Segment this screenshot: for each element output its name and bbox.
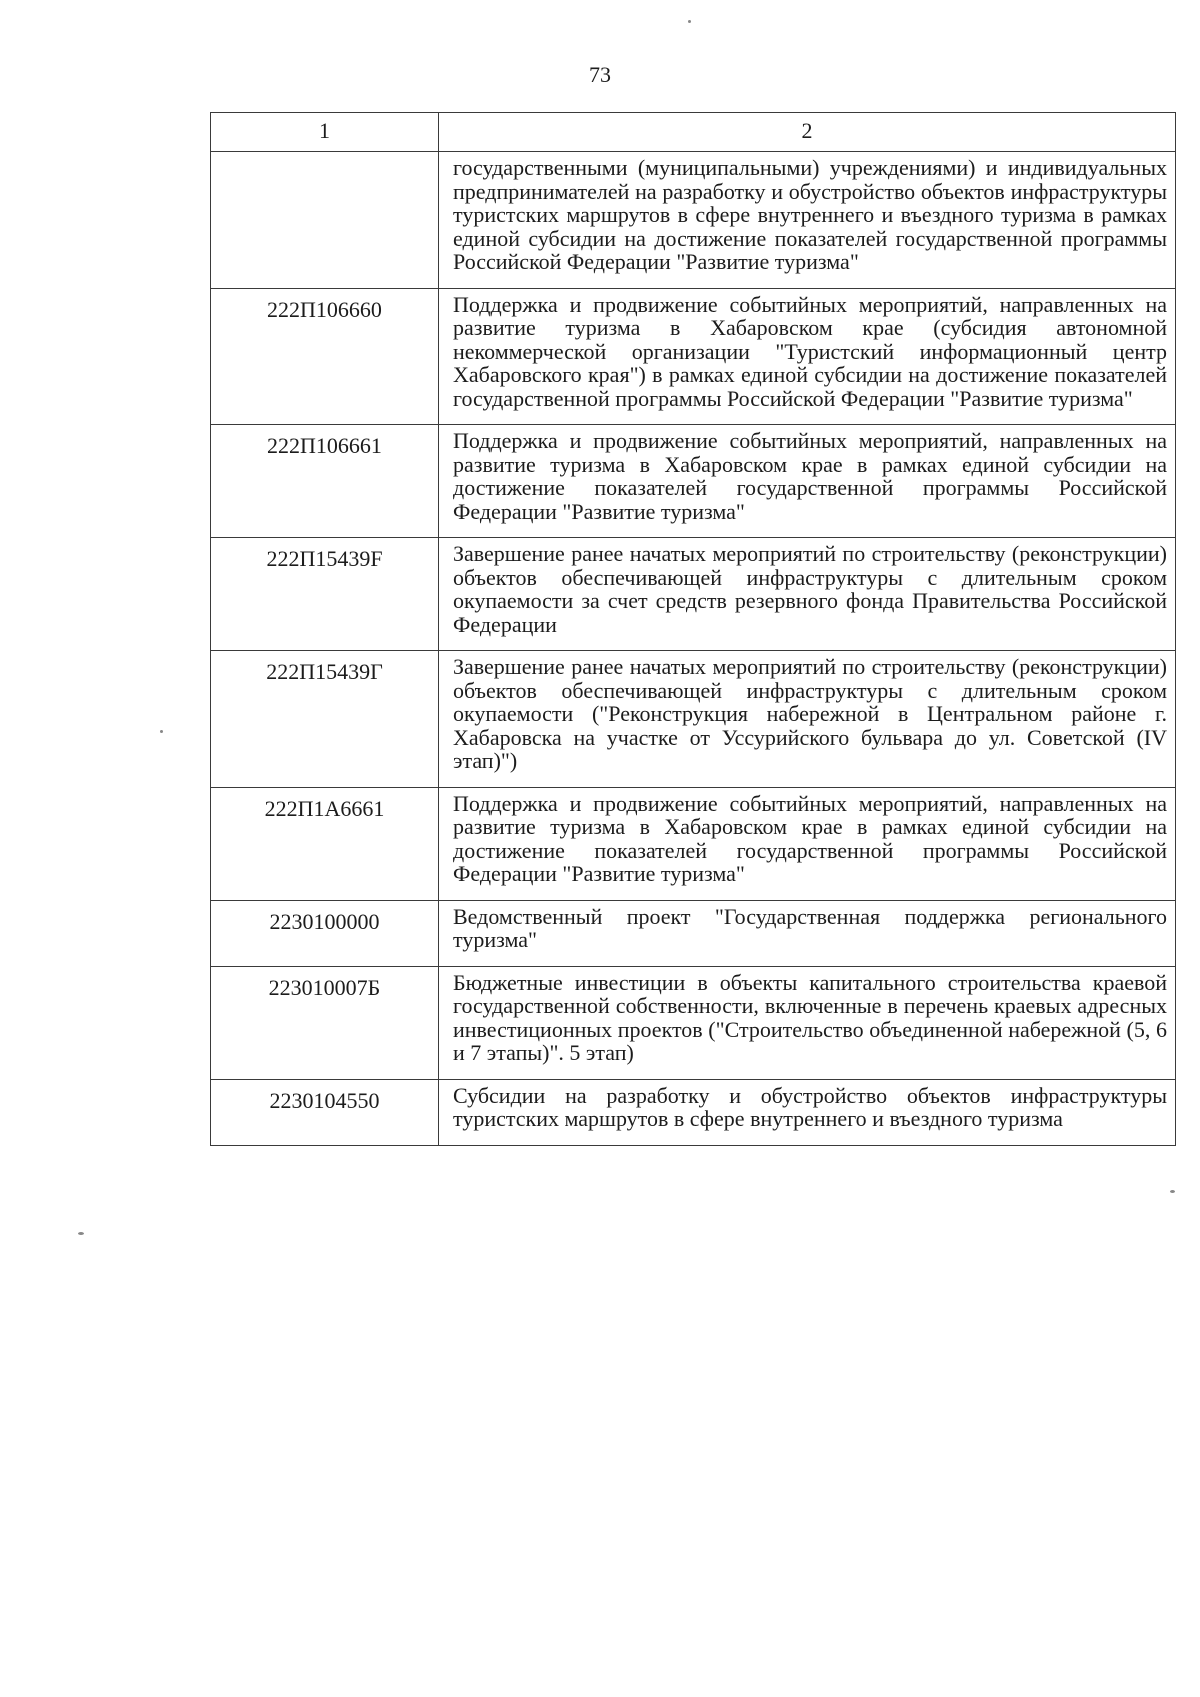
table-row bbox=[211, 651, 1176, 788]
description-cell: Поддержка и продвижение событийных мероприятий, направленных на развитие туризма в Хабаровском крае в рамках единой субсидии на достижение показателей государственной программы Российской Федерации "Развитие туризма" bbox=[439, 787, 1176, 900]
code-cell: 2230100000 bbox=[211, 900, 439, 966]
scan-speck bbox=[688, 20, 691, 23]
column-header-2: 2 bbox=[439, 113, 1176, 152]
column-header-1: 1 bbox=[211, 113, 439, 152]
description-cell: Завершение ранее начатых мероприятий по строительству (реконструкции) объектов обеспечивающей инфраструктуры с длительным сроком окупаемости за счет средств резервного фонда Правительства Российской Федерации bbox=[439, 538, 1176, 651]
description-cell: Бюджетные инвестиции в объекты капитального строительства краевой государственной собственности, включенные в перечень краевых адресных инвестиционных проектов ("Строительство объединенной набережной (5, 6 и 7 этапы)". 5 этап) bbox=[439, 966, 1176, 1079]
description-cell: Поддержка и продвижение событийных мероприятий, направленных на развитие туризма в Хабаровском крае в рамках единой субсидии на достижение показателей государственной программы Российской Федерации "Развитие туризма" bbox=[439, 425, 1176, 538]
description-cell: Поддержка и продвижение событийных мероприятий, направленных на развитие туризма в Хабаровском крае (субсидия автономной некоммерческой организации "Туристский информационный центр Хабаровского края") в рамках единой субсидии на достижение показателей государственной программы Российской Федерации "Развитие туризма" bbox=[439, 288, 1176, 425]
code-cell: 222П15439Г bbox=[211, 651, 439, 788]
table-header-row bbox=[211, 113, 1176, 152]
code-cell bbox=[211, 152, 439, 289]
table-row bbox=[211, 152, 1176, 289]
description-cell: Субсидии на разработку и обустройство объектов инфраструктуры туристских маршрутов в сфере внутреннего и въездного туризма bbox=[439, 1079, 1176, 1145]
scan-speck bbox=[78, 1232, 84, 1235]
code-cell: 222П1А6661 bbox=[211, 787, 439, 900]
code-cell: 2230104550 bbox=[211, 1079, 439, 1145]
table-row bbox=[211, 900, 1176, 966]
page-number: 73 bbox=[589, 62, 611, 87]
table-row bbox=[211, 1079, 1176, 1145]
description-cell: государственными (муниципальными) учреждениями) и индивидуальных предпринимателей на разработку и обустройство объектов инфраструктуры туристских маршрутов в сфере внутреннего и въездного туризма в рамках единой субсидии на достижение показателей государственной программы Российской Федерации "Развитие туризма" bbox=[439, 152, 1176, 289]
code-cell: 222П106660 bbox=[211, 288, 439, 425]
table-row bbox=[211, 538, 1176, 651]
table-row bbox=[211, 787, 1176, 900]
table-row bbox=[211, 425, 1176, 538]
table-row bbox=[211, 288, 1176, 425]
code-cell: 222П15439F bbox=[211, 538, 439, 651]
description-cell: Ведомственный проект "Государственная поддержка регионального туризма" bbox=[439, 900, 1176, 966]
budget-code-table bbox=[210, 112, 1176, 1146]
code-cell: 222П106661 bbox=[211, 425, 439, 538]
scan-speck bbox=[160, 730, 163, 733]
code-cell: 223010007Б bbox=[211, 966, 439, 1079]
description-cell: Завершение ранее начатых мероприятий по строительству (реконструкции) объектов обеспечивающей инфраструктуры с длительным сроком окупаемости ("Реконструкция набережной в Центральном районе г. Хабаровска на участке от Уссурийского бульвара до ул. Советской (IV этап)") bbox=[439, 651, 1176, 788]
table-row bbox=[211, 966, 1176, 1079]
scan-speck bbox=[1170, 1190, 1175, 1193]
